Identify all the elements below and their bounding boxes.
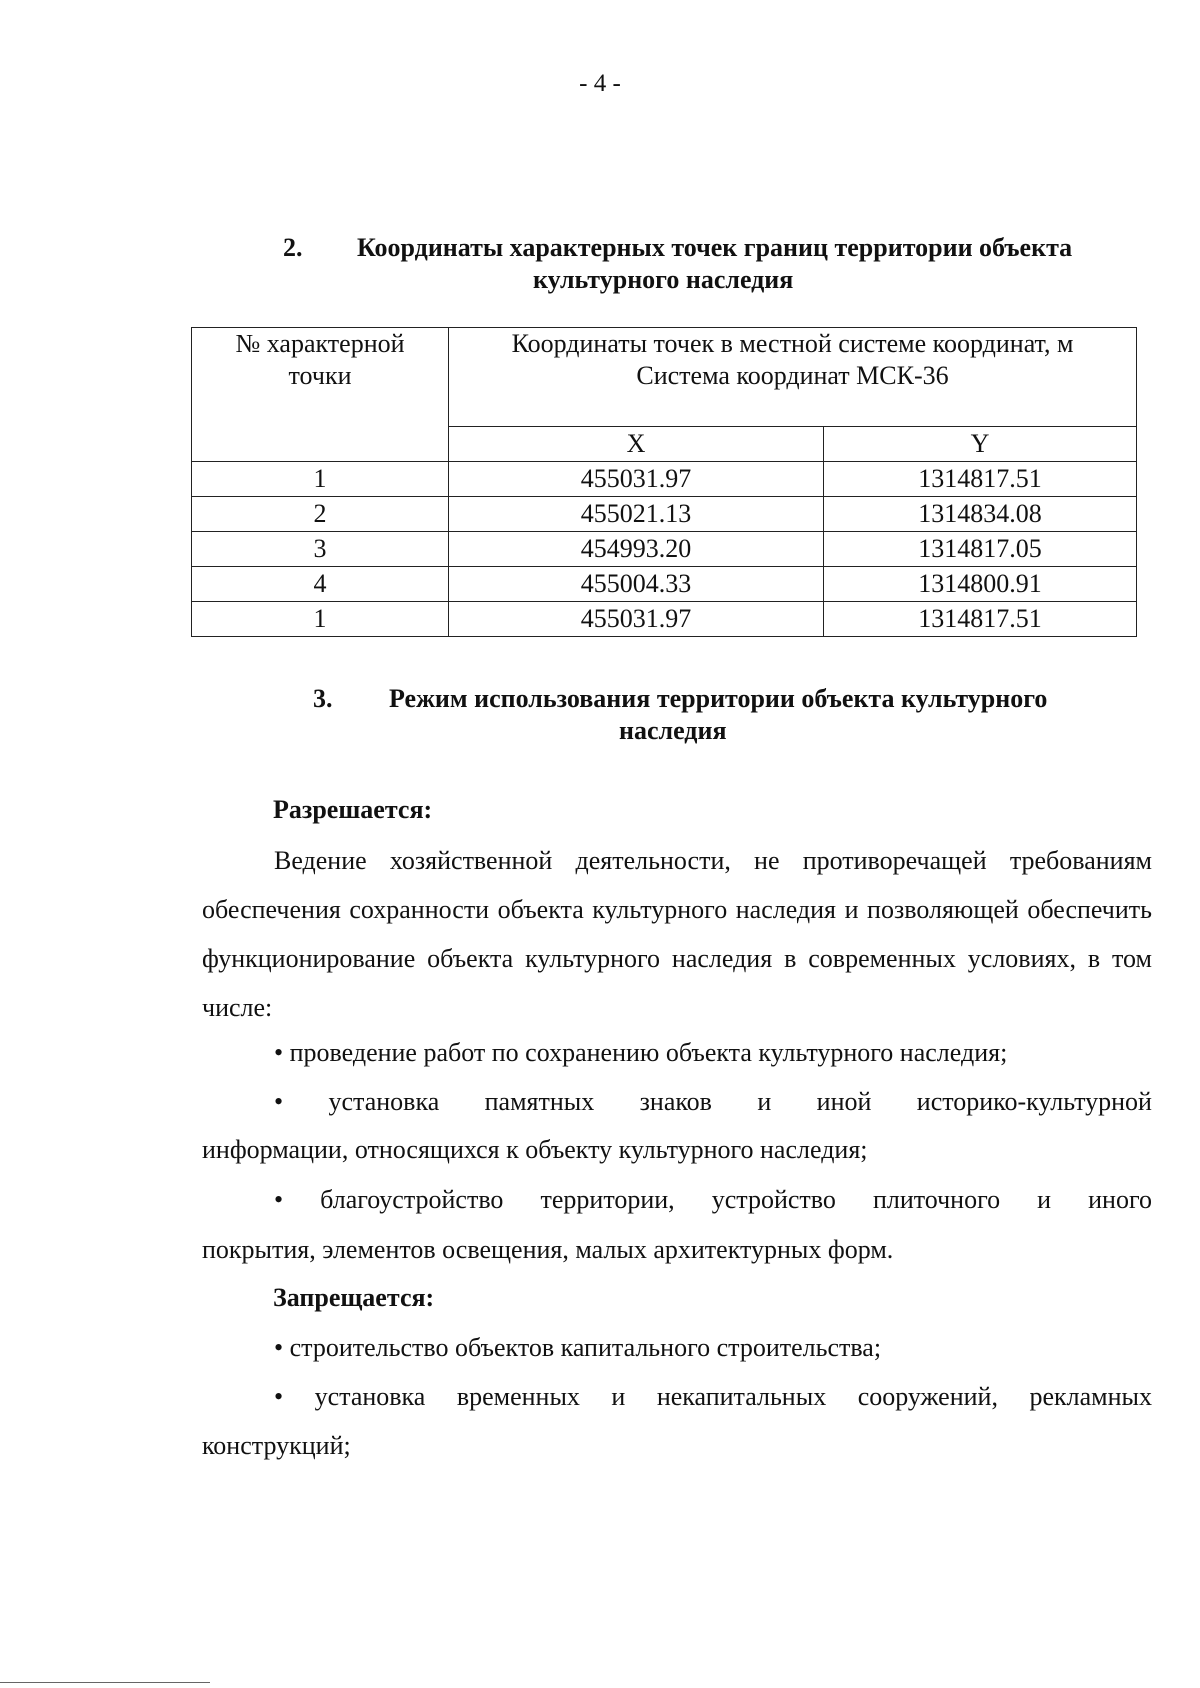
word: историко-культурной — [916, 1087, 1152, 1116]
section-2-number: 2. — [283, 233, 303, 262]
table-row — [192, 602, 1137, 637]
allowed-bullet-2-line — [274, 1087, 1152, 1117]
forbidden-bullet-2-line — [274, 1382, 1152, 1412]
allowed-label: Разрешается: — [273, 795, 433, 824]
word: устройство — [711, 1185, 836, 1214]
cell-y: 1314834.08 — [824, 497, 1137, 532]
section-2-title-line1: Координаты характерных точек границ территории объекта — [357, 233, 1073, 262]
word: временных — [456, 1382, 580, 1411]
forbidden-bullet-1: • строительство объектов капитального строительства; — [274, 1333, 882, 1362]
cell-x: 455021.13 — [449, 497, 824, 532]
word: • — [274, 1087, 284, 1116]
word: сооружений, — [857, 1382, 998, 1411]
section-3-number: 3. — [313, 684, 333, 713]
section-2-heading — [283, 232, 1153, 296]
table-header-row — [192, 328, 1137, 427]
page-number: - 4 - — [579, 70, 621, 97]
word: рекламных — [1029, 1382, 1152, 1411]
cell-x: 454993.20 — [449, 532, 824, 567]
header-x: X — [449, 427, 824, 462]
word: иного — [1088, 1185, 1152, 1214]
cell-y: 1314800.91 — [824, 567, 1137, 602]
footer-rule — [0, 1682, 210, 1683]
word: благоустройство — [320, 1185, 504, 1214]
cell-y: 1314817.51 — [824, 602, 1137, 637]
word: плиточного — [872, 1185, 1001, 1214]
cell-x: 455031.97 — [449, 602, 824, 637]
header-coordinates-line1: Координаты точек в местной системе координат, м — [511, 329, 1074, 358]
section-2-title-line2: культурного наследия — [533, 265, 794, 294]
word: иной — [816, 1087, 872, 1116]
word: установка — [328, 1087, 440, 1116]
header-coordinates-line2: Система координат МСК-36 — [636, 361, 949, 390]
cell-x: 455031.97 — [449, 462, 824, 497]
word: и — [611, 1382, 626, 1411]
forbidden-label: Запрещается: — [273, 1283, 435, 1312]
word: и — [757, 1087, 772, 1116]
cell-point: 1 — [192, 602, 449, 637]
word: установка — [314, 1382, 426, 1411]
allowed-bullet-1: • проведение работ по сохранению объекта культурного наследия; — [274, 1038, 1008, 1067]
allowed-bullet-2-cont: информации, относящихся к объекту культурного наследия; — [202, 1135, 868, 1164]
header-y: Y — [824, 427, 1137, 462]
word: знаков — [639, 1087, 712, 1116]
header-coordinates — [449, 328, 1137, 427]
coordinates-table — [191, 327, 1137, 637]
table-row — [192, 497, 1137, 532]
cell-point: 1 — [192, 462, 449, 497]
cell-point: 3 — [192, 532, 449, 567]
header-point-number — [192, 328, 449, 462]
cell-x: 455004.33 — [449, 567, 824, 602]
table-row — [192, 462, 1137, 497]
word: территории, — [540, 1185, 675, 1214]
cell-y: 1314817.05 — [824, 532, 1137, 567]
word: некапитальных — [656, 1382, 827, 1411]
header-point-number-text: № характерной точки — [235, 329, 405, 390]
section-3-heading — [313, 683, 1153, 747]
allowed-bullet-3-line — [274, 1185, 1152, 1215]
allowed-bullet-3-cont: покрытия, элементов освещения, малых архитектурных форм. — [202, 1235, 894, 1264]
cell-point: 2 — [192, 497, 449, 532]
forbidden-bullet-2-cont: конструкций; — [202, 1431, 351, 1460]
word: памятных — [484, 1087, 595, 1116]
table-row — [192, 567, 1137, 602]
section-3-title-line1: Режим использования территории объекта культурного — [389, 684, 1048, 713]
cell-point: 4 — [192, 567, 449, 602]
table-row — [192, 532, 1137, 567]
cell-y: 1314817.51 — [824, 462, 1137, 497]
word: и — [1037, 1185, 1052, 1214]
word: • — [274, 1185, 284, 1214]
word: • — [274, 1382, 284, 1411]
section-3-title-line2: наследия — [619, 716, 727, 745]
allowed-intro-paragraph: Ведение хозяйственной деятельности, не противоречащей требованиям обеспечения сохранности объекта культурного наследия и позволяющей обеспечить функционирование объекта культурного наследия в современных условиях, в том числе: — [202, 846, 1152, 1022]
